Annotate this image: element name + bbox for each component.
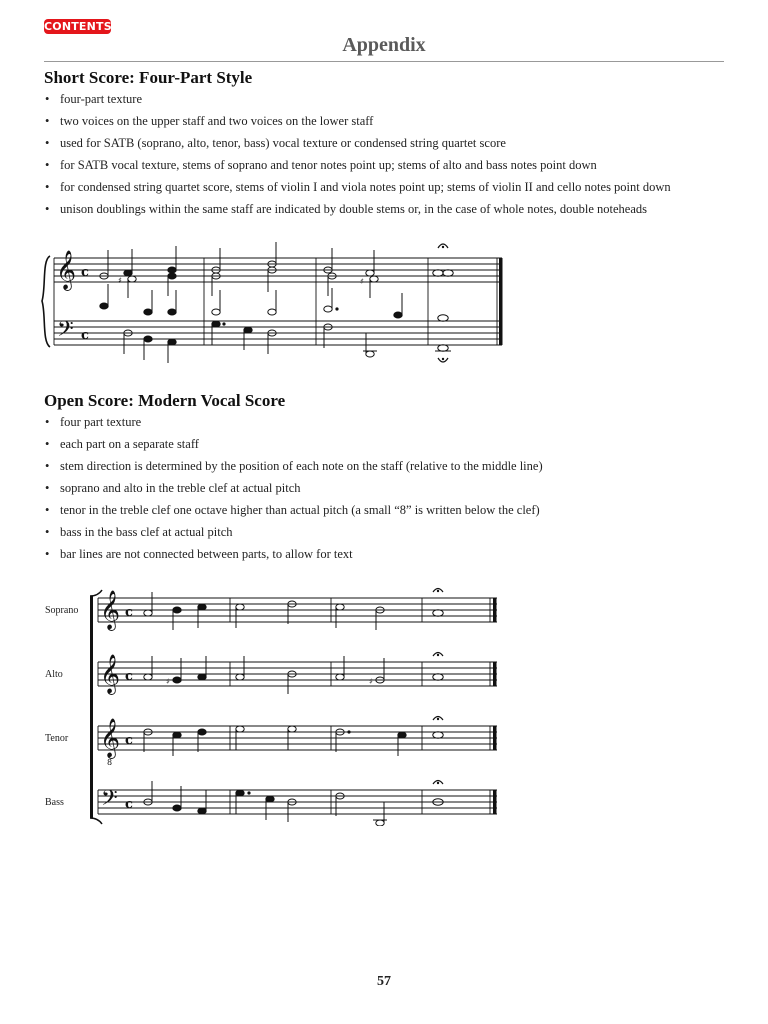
svg-text:c: c (81, 265, 89, 280)
svg-text:𝄢: 𝄢 (57, 317, 74, 347)
open-score-heading: Open Score: Modern Vocal Score (44, 391, 286, 410)
svg-text:c: c (125, 733, 133, 748)
svg-text:c: c (125, 669, 133, 684)
svg-text:♯: ♯ (360, 277, 364, 286)
svg-text:𝄞: 𝄞 (100, 718, 121, 758)
contents-button[interactable]: CONTENTS (44, 20, 112, 33)
part-label-alto: Alto (45, 669, 63, 680)
list-item: • used for SATB (soprano, alto, tenor, bass) vocal texture or condensed string quartet score (44, 134, 671, 156)
svg-text:c: c (125, 797, 133, 812)
svg-text:8: 8 (107, 758, 113, 767)
svg-text:𝄞: 𝄞 (100, 590, 121, 630)
svg-text:𝄢: 𝄢 (101, 786, 118, 816)
list-item: • bar lines are not connected between parts, to allow for text (44, 545, 543, 567)
short-score-heading: Short Score: Four-Part Style (44, 68, 253, 87)
open-score-bullet-list (44, 413, 543, 567)
part-label-bass: Bass (45, 797, 64, 808)
svg-text:𝄞: 𝄞 (100, 654, 121, 694)
short-score-bullet-list (44, 90, 671, 222)
list-item: • each part on a separate staff (44, 435, 543, 457)
svg-text:♯: ♯ (166, 677, 170, 686)
part-label-soprano: Soprano (45, 605, 79, 616)
list-item: • for condensed string quartet score, stems of violin I and viola notes point up; stems of violin II and cello notes point down (44, 178, 671, 200)
open-score-example (40, 586, 510, 826)
short-score-example (40, 236, 520, 366)
list-item: • tenor in the treble clef one octave higher than actual pitch (a small “8” is written below the clef) (44, 501, 543, 523)
list-item: • unison doublings within the same staff are indicated by double stems or, in the case of whole notes, double noteheads (44, 200, 671, 222)
list-item: • two voices on the upper staff and two voices on the lower staff (44, 112, 671, 134)
list-item: • stem direction is determined by the position of each note on the staff (relative to the middle line) (44, 457, 543, 479)
list-item: • for SATB vocal texture, stems of soprano and tenor notes point up; stems of alto and bass notes point down (44, 156, 671, 178)
svg-text:c: c (125, 605, 133, 620)
part-label-tenor: Tenor (45, 733, 69, 744)
svg-text:𝄞: 𝄞 (56, 250, 77, 290)
list-item: • soprano and alto in the treble clef at actual pitch (44, 479, 543, 501)
page-title: Appendix (342, 34, 426, 56)
list-item: • four part texture (44, 413, 543, 435)
list-item: • four-part texture (44, 90, 671, 112)
page-number: 57 (377, 974, 391, 989)
list-item: • bass in the bass clef at actual pitch (44, 523, 543, 545)
svg-text:♯: ♯ (118, 276, 122, 285)
title-divider (44, 61, 724, 62)
svg-text:♯: ♯ (369, 677, 373, 686)
svg-text:c: c (81, 328, 89, 343)
